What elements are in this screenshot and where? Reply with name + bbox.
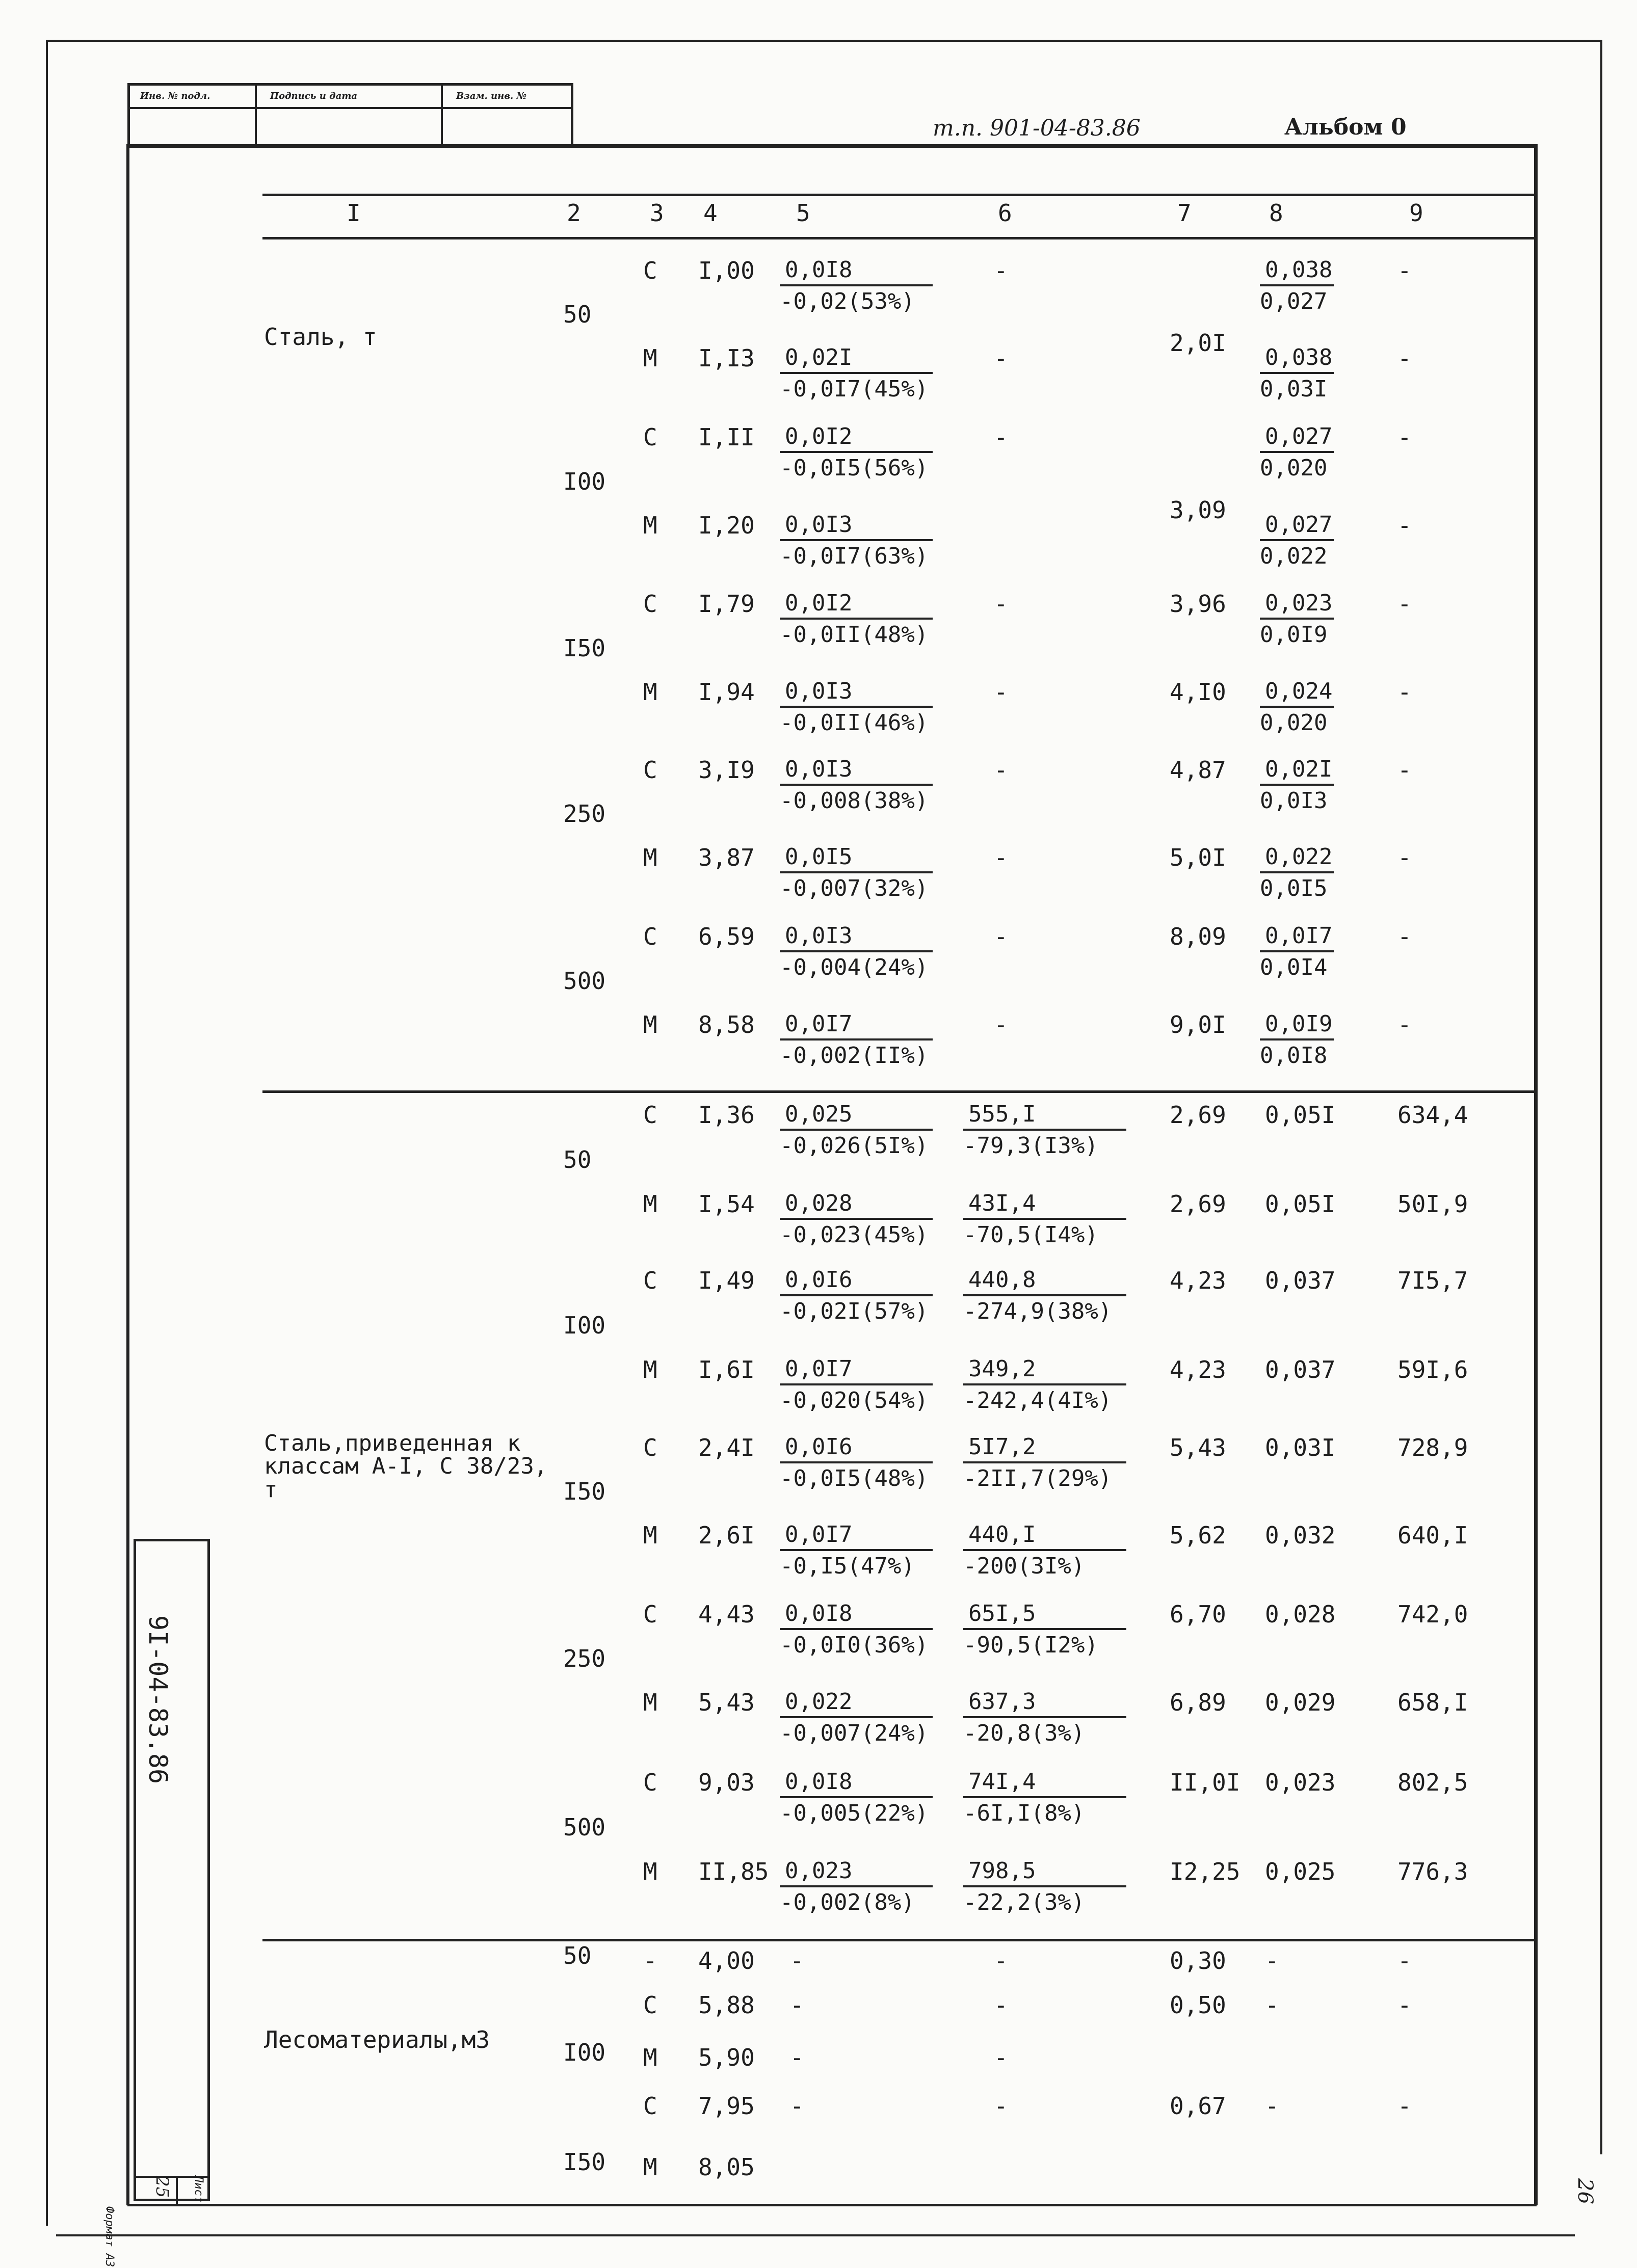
capacity-label: 500 [563,967,606,995]
col5-fraction [780,592,933,646]
col4-cell: II,85 [698,1858,769,1885]
col8-fraction [1260,758,1334,812]
col8-fraction-denominator: 0,0I5 [1260,875,1328,901]
col7-cell: 8,09 [1170,923,1226,950]
col6-cell: - [994,756,1008,784]
col5-fraction [780,925,933,979]
col4-cell: I,00 [698,257,755,284]
col8-fraction-denominator: 0,0I9 [1260,622,1328,648]
col6-fraction-denominator: -90,5(I2%) [963,1632,1098,1658]
col4-cell: 6,59 [698,923,755,950]
col4-cell: 2,6I [698,1522,755,1549]
col9-cell: - [1397,2092,1412,2120]
col6-fraction-denominator: -20,8(3%) [963,1720,1085,1746]
type-cell: М [643,1190,657,1218]
col5-fraction-numerator: 0,028 [780,1192,933,1220]
capacity-label: 500 [563,1813,606,1841]
col8-fraction-numerator: 0,022 [1260,846,1334,873]
page-number: 26 [1573,2178,1597,2204]
capacity-label: 250 [563,800,606,828]
col9-cell: 802,5 [1397,1769,1468,1796]
type-cell: - [643,1947,657,1975]
col8-cell: 0,05I [1265,1101,1336,1129]
col5-fraction-denominator: -0,002(8%) [780,1889,915,1915]
col8-fraction [1260,846,1334,900]
col9-cell: 742,0 [1397,1600,1468,1628]
col5-fraction-denominator: -0,008(38%) [780,788,929,814]
section-separator-1 [262,1090,1534,1093]
col8-fraction-denominator: 0,027 [1260,288,1328,314]
col8-cell: 0,032 [1265,1522,1336,1549]
col8-fraction [1260,592,1334,646]
col6-fraction-denominator: -200(3I%) [963,1553,1085,1579]
col8-fraction [1260,425,1334,479]
col8-fraction-numerator: 0,024 [1260,680,1334,708]
col5-fraction [780,259,933,313]
col5-fraction [780,1771,933,1825]
col5-fraction [780,1013,933,1067]
col9-cell: 640,I [1397,1522,1468,1549]
type-cell: М [643,2044,657,2071]
capacity-label: 50 [563,301,592,328]
col6-cell: - [994,2044,1008,2071]
col6-cell: - [994,678,1008,706]
inner-frame-right [1534,144,1538,2205]
table-header-bottom-rule [262,237,1534,239]
col7-cell: 2,69 [1170,1190,1226,1218]
section-name-steel: Сталь, т [264,323,377,351]
col5-fraction-numerator: 0,0I8 [780,259,933,286]
col6-fraction-numerator: 440,8 [963,1269,1126,1296]
col9-cell: - [1397,1011,1412,1038]
col6-cell: - [994,1991,1008,2019]
col7-cell: 2,0I [1170,329,1226,357]
col8-cell: 0,05I [1265,1190,1336,1218]
col5-fraction-denominator: -0,02(53%) [780,288,915,314]
col5-fraction-numerator: 0,0I3 [780,925,933,952]
col6-fraction-denominator: -70,5(I4%) [963,1222,1098,1248]
document-code: т.п. 901-04-83.86 [933,115,1141,141]
col6-fraction [963,1192,1126,1246]
type-cell: С [643,590,657,618]
type-cell: С [643,1267,657,1294]
col6-fraction [963,1771,1126,1825]
col6-cell: - [994,2092,1008,2120]
frame-top [46,40,1600,42]
col7-cell: 2,69 [1170,1101,1226,1129]
col9-cell: 634,4 [1397,1101,1468,1129]
col5-fraction-denominator: -0,0II(46%) [780,710,929,736]
col5-fraction-numerator: 0,022 [780,1691,933,1718]
col5-fraction-denominator: -0,0I5(48%) [780,1465,929,1491]
col7-cell: 3,09 [1170,496,1226,524]
col6-fraction-numerator: 440,I [963,1524,1126,1551]
col5-fraction-denominator: -0,0I0(36%) [780,1632,929,1658]
type-cell: М [643,1522,657,1549]
col9-cell: 50I,9 [1397,1190,1468,1218]
col5-fraction-denominator: -0,02I(57%) [780,1298,929,1324]
capacity-label: I50 [563,1478,606,1505]
col5-fraction-denominator: -0,I5(47%) [780,1553,915,1579]
col8-fraction-denominator: 0,0I4 [1260,954,1328,980]
col8-cell: 0,03I [1265,1434,1336,1461]
col5-fraction-denominator: -0,002(II%) [780,1043,929,1069]
col5-fraction [780,1600,933,1658]
col5-fraction-numerator: 0,0I7 [780,1013,933,1040]
col7-cell: 0,67 [1170,2092,1226,2120]
stamp-inv-label: Инв. № подл. [140,91,210,101]
col5-fraction [780,1192,933,1246]
col6-cell: - [994,590,1008,618]
col4-cell: I,II [698,423,755,451]
top-stamp [127,83,573,147]
col5-fraction-denominator: -0,0II(48%) [780,622,929,648]
col6-fraction [963,1358,1126,1412]
col-header-5: 5 [796,199,810,227]
col5-fraction [780,1436,933,1490]
capacity-label: 250 [563,1644,606,1672]
col5-fraction [780,1103,933,1157]
col5-fraction-numerator: 0,0I5 [780,846,933,873]
capacity-label: I50 [563,634,606,662]
col7-cell: 5,43 [1170,1434,1226,1461]
col5-fraction-denominator: -0,0I7(45%) [780,376,929,402]
col8-fraction-numerator: 0,027 [1260,514,1334,541]
album-title: Альбом 0 [1284,114,1407,140]
col6-fraction-numerator: 5I7,2 [963,1436,1126,1463]
col5-fraction-denominator: -0,007(24%) [780,1720,929,1746]
col4-cell: 5,43 [698,1689,755,1716]
col5-fraction [780,1269,933,1323]
capacity-label: I00 [563,467,606,495]
col4-cell: I,20 [698,512,755,539]
col-header-4: 4 [703,199,718,227]
col8-cell: 0,028 [1265,1600,1336,1628]
frame-bottom [56,2234,1575,2236]
col8-cell: 0,029 [1265,1689,1336,1716]
type-cell: С [643,923,657,950]
type-cell: С [643,1600,657,1628]
col5-fraction-denominator: -0,020(54%) [780,1388,929,1413]
col5-fraction-denominator: -0,005(22%) [780,1800,929,1826]
col9-cell: - [1397,512,1412,539]
col8-cell: 0,025 [1265,1858,1336,1885]
col7-cell: 3,96 [1170,590,1226,618]
col5-fraction [780,1860,933,1914]
col4-cell: 5,90 [698,2044,755,2071]
col-header-7: 7 [1177,199,1192,227]
col8-fraction-numerator: 0,023 [1260,592,1334,620]
section-name-steel-reduced: Сталь,приведенная к классам А-I, С 38/23, т [264,1430,548,1503]
stamp-replace-label: Взам. инв. № [456,91,527,101]
inner-frame-bottom [127,2204,1537,2206]
col6-fraction-denominator: -6I,I(8%) [963,1800,1085,1826]
col6-fraction [963,1860,1126,1914]
col8-fraction [1260,680,1334,734]
col8-fraction-denominator: 0,020 [1260,710,1328,736]
col6-fraction-denominator: -79,3(I3%) [963,1133,1098,1159]
col5-fraction-numerator: 0,0I8 [780,1603,933,1630]
col5-fraction-numerator: 0,0I7 [780,1358,933,1385]
col4-cell: 9,03 [698,1769,755,1796]
col5-fraction-numerator: 0,0I3 [780,680,933,708]
col5-cell: - [790,1991,804,2019]
col5-fraction-numerator: 0,0I6 [780,1269,933,1296]
col-header-8: 8 [1269,199,1283,227]
col8-fraction [1260,925,1334,979]
col8-cell: - [1265,1947,1279,1975]
col-header-3: 3 [650,199,664,227]
col8-fraction [1260,514,1334,568]
col9-cell: 7I5,7 [1397,1267,1468,1294]
col9-cell: 728,9 [1397,1434,1468,1461]
col8-fraction-numerator: 0,0I9 [1260,1013,1334,1040]
col4-cell: I,49 [698,1267,755,1294]
col8-cell: 0,023 [1265,1769,1336,1796]
col5-fraction [780,758,933,812]
col9-cell: - [1397,844,1412,871]
side-sheet-number: 25 [152,2176,172,2198]
col5-fraction-denominator: -0,0I5(56%) [780,455,929,481]
frame-left [46,40,48,2226]
type-cell: М [643,1858,657,1885]
col5-fraction-numerator: 0,0I6 [780,1436,933,1463]
col6-cell: - [994,257,1008,284]
col5-fraction [780,346,933,401]
col6-cell: - [994,344,1008,372]
type-cell: М [643,1356,657,1383]
capacity-label: 50 [563,1145,592,1173]
side-vertical-code: 9I-04-83.86 [143,1615,173,1784]
col9-cell: 658,I [1397,1689,1468,1716]
col6-fraction-numerator: 43I,4 [963,1192,1126,1220]
capacity-label: I50 [563,2148,606,2176]
col5-fraction [780,1358,933,1412]
section-separator-2 [262,1939,1534,1941]
col8-fraction [1260,346,1334,401]
col5-fraction-denominator: -0,023(45%) [780,1222,929,1248]
col5-fraction-numerator: 0,023 [780,1860,933,1887]
col8-fraction [1260,1013,1334,1067]
col8-fraction-numerator: 0,02I [1260,758,1334,786]
col4-cell: 7,95 [698,2092,755,2120]
col6-fraction-numerator: 74I,4 [963,1771,1126,1798]
col-header-1: I [347,199,361,227]
col6-cell: - [994,1011,1008,1038]
col4-cell: I,36 [698,1101,755,1129]
type-cell: С [643,257,657,284]
col9-cell: - [1397,756,1412,784]
col4-cell: 5,88 [698,1991,755,2019]
inner-frame-left [126,144,129,2205]
type-cell: М [643,844,657,871]
col7-cell: 4,I0 [1170,678,1226,706]
col6-fraction [963,1524,1126,1578]
col5-fraction-denominator: -0,0I7(63%) [780,543,929,569]
col6-fraction-numerator: 637,3 [963,1691,1126,1718]
capacity-label: 50 [563,1942,592,1969]
col8-fraction-denominator: 0,020 [1260,455,1328,481]
col9-cell: - [1397,1947,1412,1975]
col6-cell: - [994,923,1008,950]
col4-cell: I,79 [698,590,755,618]
col7-cell: 4,87 [1170,756,1226,784]
col4-cell: 8,05 [698,2153,755,2181]
col5-cell: - [790,2092,804,2120]
col8-fraction-numerator: 0,0I7 [1260,925,1334,952]
col5-fraction-numerator: 0,025 [780,1103,933,1131]
col5-fraction-denominator: -0,026(5I%) [780,1133,929,1159]
type-cell: С [643,1101,657,1129]
col6-fraction-denominator: -22,2(3%) [963,1889,1085,1915]
col6-fraction-numerator: 555,I [963,1103,1126,1131]
col4-cell: 8,58 [698,1011,755,1038]
col7-cell: 0,50 [1170,1991,1226,2019]
type-cell: С [643,1769,657,1796]
col8-cell: - [1265,2092,1279,2120]
col9-cell: 59I,6 [1397,1356,1468,1383]
col7-cell: 5,62 [1170,1522,1226,1549]
col8-fraction-numerator: 0,027 [1260,425,1334,453]
capacity-label: I00 [563,2039,606,2066]
col8-fraction-numerator: 0,038 [1260,346,1334,374]
col4-cell: I,6I [698,1356,755,1383]
table-header-top-rule [262,194,1534,196]
col5-cell: - [790,1947,804,1975]
col7-cell: II,0I [1170,1769,1240,1796]
col5-fraction-numerator: 0,0I2 [780,592,933,620]
col4-cell: 4,43 [698,1600,755,1628]
col5-fraction-numerator: 0,02I [780,346,933,374]
col7-cell: 4,23 [1170,1356,1226,1383]
type-cell: М [643,1689,657,1716]
capacity-label: I00 [563,1311,606,1339]
col6-fraction [963,1691,1126,1745]
type-cell: М [643,344,657,372]
col9-cell: - [1397,257,1412,284]
col5-fraction-denominator: -0,007(32%) [780,875,929,901]
col4-cell: 3,I9 [698,756,755,784]
col7-cell: 6,70 [1170,1600,1226,1628]
col6-fraction [963,1103,1126,1157]
type-cell: С [643,1991,657,2019]
col5-fraction [780,1524,933,1578]
col6-cell: - [994,423,1008,451]
section-name-timber: Лесоматериалы,м3 [264,2026,490,2053]
col8-fraction-denominator: 0,0I3 [1260,788,1328,814]
col7-cell: 6,89 [1170,1689,1226,1716]
col4-cell: I,I3 [698,344,755,372]
col9-cell: - [1397,678,1412,706]
col8-fraction-denominator: 0,022 [1260,543,1328,569]
type-cell: С [643,1434,657,1461]
col5-cell: - [790,2044,804,2071]
col5-fraction-numerator: 0,0I2 [780,425,933,453]
col9-cell: 776,3 [1397,1858,1468,1885]
col5-fraction [780,425,933,479]
col4-cell: I,94 [698,678,755,706]
col9-cell: - [1397,423,1412,451]
type-cell: С [643,2092,657,2120]
frame-right [1600,40,1602,2154]
col5-fraction-numerator: 0,0I3 [780,758,933,786]
col6-fraction [963,1600,1126,1658]
col-header-2: 2 [567,199,581,227]
col6-fraction [963,1436,1126,1490]
col9-cell: - [1397,923,1412,950]
col8-cell: - [1265,1991,1279,2019]
side-sheet-label: Лист [192,2176,205,2203]
col4-cell: 3,87 [698,844,755,871]
col7-cell: 5,0I [1170,844,1226,871]
col6-fraction-denominator: -2II,7(29%) [963,1465,1112,1491]
col8-fraction-denominator: 0,03I [1260,376,1328,402]
type-cell: С [643,423,657,451]
col6-fraction-denominator: -274,9(38%) [963,1298,1112,1324]
col5-fraction [780,514,933,568]
col5-fraction-denominator: -0,004(24%) [780,954,929,980]
type-cell: М [643,512,657,539]
col6-cell: - [994,1947,1008,1975]
col7-cell: 4,23 [1170,1267,1226,1294]
type-cell: С [643,756,657,784]
type-cell: М [643,1011,657,1038]
col6-fraction [963,1269,1126,1323]
col6-fraction-denominator: -242,4(4I%) [963,1388,1112,1413]
side-format: Формат А3 [103,2206,116,2267]
col4-cell: I,54 [698,1190,755,1218]
col6-cell: - [994,844,1008,871]
col9-cell: - [1397,1991,1412,2019]
col8-fraction [1260,259,1334,313]
col7-cell: I2,25 [1170,1858,1240,1885]
stamp-signature-label: Подпись и дата [270,91,358,101]
col-header-6: 6 [998,199,1012,227]
col4-cell: 2,4I [698,1434,755,1461]
col5-fraction [780,680,933,734]
type-cell: М [643,2153,657,2181]
col8-fraction-denominator: 0,0I8 [1260,1043,1328,1069]
col4-cell: 4,00 [698,1947,755,1975]
col-header-9: 9 [1409,199,1423,227]
col6-fraction-numerator: 349,2 [963,1358,1126,1385]
col8-fraction-numerator: 0,038 [1260,259,1334,286]
type-cell: М [643,678,657,706]
col9-cell: - [1397,344,1412,372]
col7-cell: 0,30 [1170,1947,1226,1975]
col6-fraction-numerator: 65I,5 [963,1603,1126,1630]
col5-fraction-numerator: 0,0I7 [780,1524,933,1551]
col5-fraction [780,846,933,900]
col5-fraction-numerator: 0,0I8 [780,1771,933,1798]
col5-fraction [780,1691,933,1745]
col5-fraction-numerator: 0,0I3 [780,514,933,541]
col9-cell: - [1397,590,1412,618]
col7-cell: 9,0I [1170,1011,1226,1038]
col6-fraction-numerator: 798,5 [963,1860,1126,1887]
col8-cell: 0,037 [1265,1267,1336,1294]
col8-cell: 0,037 [1265,1356,1336,1383]
